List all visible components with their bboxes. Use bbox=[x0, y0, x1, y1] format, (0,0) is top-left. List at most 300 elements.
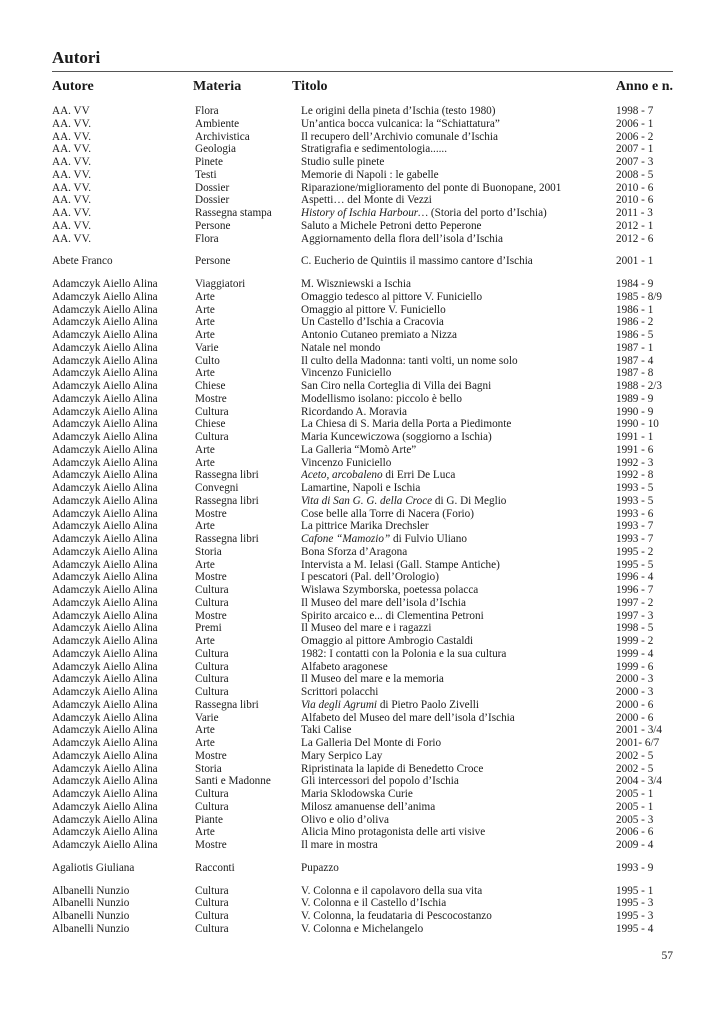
cell-anno: 1993 - 7 bbox=[616, 520, 654, 533]
table-row bbox=[52, 571, 673, 584]
cell-anno: 1993 - 6 bbox=[616, 507, 654, 520]
cell-titolo: Antonio Cutaneo premiato a Nizza bbox=[301, 329, 457, 341]
cell-anno: 2001 - 1 bbox=[616, 255, 654, 268]
cell-autore: Adamczyk Aiello Alina bbox=[52, 596, 158, 609]
cell-autore: AA. VV. bbox=[52, 156, 92, 168]
cell-titolo: Ricordando A. Moravia bbox=[301, 405, 407, 418]
cell-autore: Adamczyk Aiello Alina bbox=[52, 711, 158, 724]
table-row bbox=[52, 367, 673, 380]
table-row bbox=[52, 775, 673, 788]
cell-anno: 1998 - 5 bbox=[616, 622, 654, 635]
cell-autore: Adamczyk Aiello Alina bbox=[52, 558, 158, 571]
cell-anno: 1999 - 2 bbox=[616, 635, 654, 647]
table-row bbox=[52, 393, 673, 406]
cell-autore: AA. VV. bbox=[52, 168, 92, 181]
cell-anno: 1987 - 4 bbox=[616, 354, 654, 367]
cell-titolo: Il Museo del mare e i ragazzi bbox=[301, 622, 432, 635]
cell-materia: Flora bbox=[195, 232, 219, 245]
cell-materia: Rassegna libri bbox=[195, 469, 259, 482]
cell-autore: Adamczyk Aiello Alina bbox=[52, 571, 158, 584]
cell-anno: 1990 - 10 bbox=[616, 418, 659, 431]
table-row bbox=[52, 457, 673, 470]
cell-autore: Adamczyk Aiello Alina bbox=[52, 303, 158, 316]
cell-materia: Rassegna stampa bbox=[195, 207, 272, 219]
cell-materia: Storia bbox=[195, 762, 222, 775]
cell-materia: Arte bbox=[195, 303, 215, 316]
cell-titolo: Il culto della Madonna: tanti volti, un nome solo bbox=[301, 354, 518, 367]
cell-anno: 1999 - 6 bbox=[616, 660, 654, 673]
table-row bbox=[52, 233, 673, 246]
table-row bbox=[52, 482, 673, 495]
cell-materia: Arte bbox=[195, 520, 215, 533]
table-row bbox=[52, 143, 673, 156]
table-row bbox=[52, 584, 673, 597]
cell-titolo: Omaggio al pittore V. Funiciello bbox=[301, 303, 446, 316]
table-row bbox=[52, 304, 673, 317]
cell-autore: Adamczyk Aiello Alina bbox=[52, 673, 158, 686]
cell-anno: 1992 - 8 bbox=[616, 469, 654, 482]
cell-autore: Adamczyk Aiello Alina bbox=[52, 686, 158, 698]
cell-titolo: Olivo e olio d’oliva bbox=[301, 813, 389, 826]
cell-anno: 1991 - 6 bbox=[616, 443, 654, 456]
cell-anno: 2005 - 3 bbox=[616, 813, 654, 826]
cell-materia: Mostre bbox=[195, 571, 227, 584]
cell-titolo: C. Eucherio de Quintiis il massimo cantore d’Ischia bbox=[301, 255, 533, 268]
cell-anno: 1995 - 5 bbox=[616, 558, 654, 571]
cell-materia: Mostre bbox=[195, 609, 227, 622]
cell-autore: Adamczyk Aiello Alina bbox=[52, 482, 158, 494]
cell-titolo-italic: Via degli Agrumi bbox=[301, 698, 378, 711]
cell-autore: Adamczyk Aiello Alina bbox=[52, 762, 158, 775]
cell-materia: Testi bbox=[195, 168, 217, 181]
cell-titolo-rest: di Pietro Paolo Zivelli bbox=[377, 698, 479, 711]
cell-anno: 1995 - 4 bbox=[616, 922, 654, 935]
cell-anno: 2006 - 6 bbox=[616, 826, 654, 839]
table-row bbox=[52, 105, 673, 118]
cell-materia: Cultura bbox=[195, 922, 229, 935]
table-row bbox=[52, 508, 673, 521]
table-row bbox=[52, 724, 673, 737]
table-row bbox=[52, 610, 673, 623]
header-materia: Materia bbox=[193, 79, 242, 94]
table-row bbox=[52, 291, 673, 304]
cell-autore: Adamczyk Aiello Alina bbox=[52, 724, 158, 737]
table-row bbox=[52, 418, 673, 431]
table-row bbox=[52, 737, 673, 750]
cell-titolo bbox=[301, 533, 611, 546]
cell-anno: 1988 - 2/3 bbox=[616, 380, 662, 392]
cell-anno: 1999 - 4 bbox=[616, 647, 654, 660]
title-divider bbox=[52, 71, 673, 72]
cell-anno: 2000 - 6 bbox=[616, 711, 654, 724]
table-row bbox=[52, 885, 673, 898]
cell-autore: AA. VV. bbox=[52, 130, 92, 143]
cell-materia: Cultura bbox=[195, 660, 229, 673]
table-row bbox=[52, 897, 673, 910]
cell-anno: 1985 - 8/9 bbox=[616, 290, 662, 303]
author-group bbox=[52, 105, 673, 245]
table-row bbox=[52, 469, 673, 482]
cell-anno: 1993 - 5 bbox=[616, 494, 654, 507]
cell-materia: Geologia bbox=[195, 143, 237, 156]
cell-autore: Adamczyk Aiello Alina bbox=[52, 749, 158, 762]
cell-materia: Archivistica bbox=[195, 130, 250, 143]
cell-autore: Adamczyk Aiello Alina bbox=[52, 545, 158, 558]
cell-anno: 2010 - 6 bbox=[616, 194, 654, 207]
cell-materia: Arte bbox=[195, 826, 215, 839]
cell-materia: Cultura bbox=[195, 405, 229, 418]
cell-titolo: Studio sulle pinete bbox=[301, 156, 385, 168]
cell-anno: 1984 - 9 bbox=[616, 278, 654, 290]
cell-autore: Adamczyk Aiello Alina bbox=[52, 584, 158, 596]
table-row bbox=[52, 910, 673, 923]
cell-titolo: Stratigrafia e sedimentologia...... bbox=[301, 143, 448, 156]
cell-materia: Arte bbox=[195, 316, 215, 329]
cell-anno: 1995 - 2 bbox=[616, 545, 654, 558]
cell-autore: Adamczyk Aiello Alina bbox=[52, 647, 158, 660]
cell-anno: 1987 - 8 bbox=[616, 367, 654, 380]
cell-autore: Albanelli Nunzio bbox=[52, 922, 130, 935]
cell-titolo: Un’antica bocca vulcanica: la “Schiattatura” bbox=[301, 117, 500, 130]
author-group bbox=[52, 862, 673, 875]
table-row bbox=[52, 342, 673, 355]
cell-anno: 2010 - 6 bbox=[616, 181, 654, 194]
cell-materia: Arte bbox=[195, 635, 215, 647]
table-row bbox=[52, 220, 673, 233]
table-row bbox=[52, 788, 673, 801]
header-anno: Anno e n. bbox=[615, 79, 673, 94]
cell-titolo: Il Museo del mare e la memoria bbox=[301, 673, 444, 686]
cell-autore: Adamczyk Aiello Alina bbox=[52, 839, 158, 851]
cell-materia: Cultura bbox=[195, 673, 229, 686]
page-title: Autori bbox=[52, 48, 101, 67]
table-row bbox=[52, 380, 673, 393]
cell-materia: Arte bbox=[195, 558, 215, 571]
cell-materia: Pinete bbox=[195, 156, 223, 168]
cell-titolo: Mary Serpico Lay bbox=[301, 749, 383, 762]
cell-autore: Adamczyk Aiello Alina bbox=[52, 775, 158, 788]
cell-autore: Adamczyk Aiello Alina bbox=[52, 788, 158, 800]
cell-titolo-rest: di Fulvio Uliano bbox=[390, 533, 467, 545]
cell-materia: Culto bbox=[195, 354, 220, 367]
cell-anno: 1995 - 3 bbox=[616, 910, 654, 922]
cell-autore: Adamczyk Aiello Alina bbox=[52, 354, 158, 367]
cell-titolo: Milosz amanuense dell’anima bbox=[301, 800, 436, 813]
cell-materia: Dossier bbox=[195, 181, 230, 194]
cell-titolo: Il Museo del mare dell’isola d’Ischia bbox=[301, 596, 466, 609]
cell-anno: 2002 - 5 bbox=[616, 762, 654, 775]
table-row bbox=[52, 559, 673, 572]
cell-anno: 1996 - 4 bbox=[616, 571, 654, 584]
cell-titolo: Spirito arcaico e... di Clementina Petroni bbox=[301, 609, 484, 622]
cell-anno: 1993 - 5 bbox=[616, 482, 654, 494]
cell-anno: 1986 - 2 bbox=[616, 316, 654, 329]
table-row bbox=[52, 182, 673, 195]
author-group bbox=[52, 885, 673, 936]
cell-anno: 1993 - 9 bbox=[616, 861, 654, 874]
cell-materia: Cultura bbox=[195, 910, 229, 922]
cell-titolo: Vincenzo Funiciello bbox=[301, 367, 392, 380]
cell-materia: Cultura bbox=[195, 596, 229, 609]
cell-titolo: La Chiesa di S. Maria della Porta a Piedimonte bbox=[301, 418, 512, 431]
cell-autore: Albanelli Nunzio bbox=[52, 910, 130, 922]
cell-materia: Dossier bbox=[195, 194, 230, 207]
cell-titolo: M. Wiszniewski a Ischia bbox=[301, 278, 411, 290]
cell-materia: Cultura bbox=[195, 897, 229, 910]
cell-materia: Mostre bbox=[195, 749, 227, 762]
table-row bbox=[52, 923, 673, 936]
cell-anno: 2000 - 3 bbox=[616, 673, 654, 686]
cell-titolo: Cose belle alla Torre di Nacera (Forio) bbox=[301, 507, 474, 520]
cell-materia: Mostre bbox=[195, 507, 227, 520]
table-row bbox=[52, 156, 673, 169]
header-titolo: Titolo bbox=[292, 79, 328, 94]
table-row bbox=[52, 118, 673, 131]
table-row bbox=[52, 763, 673, 776]
cell-autore: Adamczyk Aiello Alina bbox=[52, 622, 158, 635]
cell-anno: 1997 - 2 bbox=[616, 596, 654, 609]
table-row bbox=[52, 431, 673, 444]
cell-materia: Varie bbox=[195, 341, 219, 354]
table-row bbox=[52, 194, 673, 207]
cell-titolo: Omaggio al pittore Ambrogio Castaldi bbox=[301, 635, 474, 647]
cell-autore: Adamczyk Aiello Alina bbox=[52, 737, 158, 749]
cell-materia: Arte bbox=[195, 443, 215, 456]
cell-titolo: Natale nel mondo bbox=[301, 341, 381, 354]
cell-titolo: Riparazione/miglioramento del ponte di Buonopane, 2001 bbox=[301, 181, 562, 194]
cell-anno: 1995 - 3 bbox=[616, 897, 654, 910]
cell-titolo-italic: Cafone “Mamozio” bbox=[301, 533, 391, 545]
cell-autore: Adamczyk Aiello Alina bbox=[52, 380, 158, 392]
cell-materia: Chiese bbox=[195, 380, 226, 392]
table-header bbox=[52, 79, 673, 97]
table-row bbox=[52, 546, 673, 559]
cell-titolo: Modellismo isolano: piccolo è bello bbox=[301, 392, 462, 405]
cell-materia: Arte bbox=[195, 456, 215, 469]
cell-anno: 2004 - 3/4 bbox=[616, 775, 662, 788]
cell-anno: 1997 - 3 bbox=[616, 609, 654, 622]
cell-titolo: Vincenzo Funiciello bbox=[301, 456, 392, 469]
cell-autore: Adamczyk Aiello Alina bbox=[52, 813, 158, 826]
cell-anno: 1993 - 7 bbox=[616, 533, 654, 545]
page-number: 57 bbox=[661, 950, 673, 962]
cell-materia: Racconti bbox=[195, 861, 235, 874]
cell-anno: 2009 - 4 bbox=[616, 839, 654, 851]
cell-titolo: Aspetti… del Monte di Vezzi bbox=[301, 194, 432, 207]
cell-materia: Arte bbox=[195, 367, 215, 380]
cell-materia: Cultura bbox=[195, 584, 229, 596]
cell-materia: Cultura bbox=[195, 686, 229, 698]
table-row bbox=[52, 814, 673, 827]
author-group bbox=[52, 255, 673, 268]
cell-autore: Adamczyk Aiello Alina bbox=[52, 660, 158, 673]
cell-autore: Adamczyk Aiello Alina bbox=[52, 341, 158, 354]
table-row bbox=[52, 661, 673, 674]
cell-autore: AA. VV. bbox=[52, 232, 92, 245]
cell-titolo: Maria Kuncewiczowa (soggiorno a Ischia) bbox=[301, 431, 492, 443]
table-row bbox=[52, 520, 673, 533]
cell-autore: Adamczyk Aiello Alina bbox=[52, 431, 158, 443]
cell-titolo-rest: di G. Di Meglio bbox=[432, 494, 507, 507]
cell-titolo bbox=[301, 469, 611, 482]
cell-titolo bbox=[301, 495, 611, 508]
cell-anno: 2007 - 3 bbox=[616, 156, 654, 168]
cell-anno: 2000 - 6 bbox=[616, 698, 654, 711]
cell-materia: Rassegna libri bbox=[195, 698, 259, 711]
cell-anno: 1990 - 9 bbox=[616, 405, 654, 418]
cell-anno: 2006 - 1 bbox=[616, 117, 654, 130]
cell-titolo bbox=[301, 699, 611, 712]
cell-autore: Albanelli Nunzio bbox=[52, 897, 130, 910]
cell-materia: Arte bbox=[195, 329, 215, 341]
cell-materia: Rassegna libri bbox=[195, 533, 259, 545]
cell-titolo: 1982: I contatti con la Polonia e la sua cultura bbox=[301, 647, 507, 660]
cell-anno: 2000 - 3 bbox=[616, 686, 654, 698]
table-row bbox=[52, 406, 673, 419]
cell-titolo: Taki Calise bbox=[301, 724, 352, 737]
table-row bbox=[52, 533, 673, 546]
table-row bbox=[52, 712, 673, 725]
table-row bbox=[52, 673, 673, 686]
cell-autore: AA. VV. bbox=[52, 219, 92, 232]
cell-anno: 2012 - 6 bbox=[616, 232, 654, 245]
cell-materia: Storia bbox=[195, 545, 222, 558]
cell-materia: Arte bbox=[195, 290, 215, 303]
cell-materia: Cultura bbox=[195, 431, 229, 443]
cell-materia: Santi e Madonne bbox=[195, 775, 271, 788]
cell-anno: 1998 - 7 bbox=[616, 105, 654, 117]
cell-anno: 2002 - 5 bbox=[616, 749, 654, 762]
table-row bbox=[52, 826, 673, 839]
table-row bbox=[52, 750, 673, 763]
cell-autore: AA. VV. bbox=[52, 143, 92, 156]
cell-autore: AA. VV bbox=[52, 105, 90, 117]
cell-autore: Adamczyk Aiello Alina bbox=[52, 800, 158, 813]
cell-titolo: San Ciro nella Corteglia di Villa dei Bagni bbox=[301, 380, 492, 392]
cell-titolo: Alfabeto aragonese bbox=[301, 660, 388, 673]
cell-autore: Adamczyk Aiello Alina bbox=[52, 456, 158, 469]
cell-titolo: Intervista a M. Ielasi (Gall. Stampe Antiche) bbox=[301, 558, 500, 571]
cell-anno: 1991 - 1 bbox=[616, 431, 654, 443]
cell-autore: AA. VV. bbox=[52, 194, 92, 207]
cell-materia: Persone bbox=[195, 219, 231, 232]
cell-titolo: La Galleria Del Monte di Forio bbox=[301, 737, 442, 749]
table-row bbox=[52, 686, 673, 699]
table-row bbox=[52, 648, 673, 661]
cell-titolo-italic: Aceto, arcobaleno bbox=[301, 469, 383, 482]
table-row bbox=[52, 862, 673, 875]
cell-autore: AA. VV. bbox=[52, 117, 92, 130]
cell-titolo: Pupazzo bbox=[301, 861, 339, 874]
cell-titolo: V. Colonna e il Castello d’Ischia bbox=[301, 897, 447, 910]
table-row bbox=[52, 839, 673, 852]
table-row bbox=[52, 444, 673, 457]
cell-autore: Adamczyk Aiello Alina bbox=[52, 635, 158, 647]
cell-autore: Adamczyk Aiello Alina bbox=[52, 405, 158, 418]
cell-materia: Persone bbox=[195, 255, 231, 268]
table-row bbox=[52, 131, 673, 144]
cell-materia: Cultura bbox=[195, 647, 229, 660]
cell-materia: Ambiente bbox=[195, 117, 240, 130]
cell-anno: 2005 - 1 bbox=[616, 800, 654, 813]
cell-titolo: Ripristinata la lapide di Benedetto Croce bbox=[301, 762, 484, 775]
cell-materia: Arte bbox=[195, 737, 215, 749]
cell-anno: 1987 - 1 bbox=[616, 341, 654, 354]
cell-titolo: V. Colonna e Michelangelo bbox=[301, 922, 424, 935]
cell-anno: 2011 - 3 bbox=[616, 207, 653, 219]
cell-autore: Adamczyk Aiello Alina bbox=[52, 494, 158, 507]
cell-materia: Viaggiatori bbox=[195, 278, 246, 290]
cell-titolo: V. Colonna e il capolavoro della sua vita bbox=[301, 884, 483, 897]
cell-autore: Adamczyk Aiello Alina bbox=[52, 329, 158, 341]
cell-titolo-rest: di Erri De Luca bbox=[382, 469, 456, 482]
table-row bbox=[52, 622, 673, 635]
cell-autore: Adamczyk Aiello Alina bbox=[52, 520, 158, 533]
table-row bbox=[52, 635, 673, 648]
cell-titolo: Il mare in mostra bbox=[301, 839, 378, 851]
cell-autore: Adamczyk Aiello Alina bbox=[52, 443, 158, 456]
cell-anno: 1995 - 1 bbox=[616, 884, 654, 897]
cell-materia: Piante bbox=[195, 813, 223, 826]
cell-titolo: Il recupero dell’Archivio comunale d’Ischia bbox=[301, 130, 498, 143]
table-row bbox=[52, 495, 673, 508]
cell-autore: Adamczyk Aiello Alina bbox=[52, 367, 158, 380]
cell-titolo: V. Colonna, la feudataria di Pescocostanzo bbox=[301, 910, 492, 922]
cell-autore: Adamczyk Aiello Alina bbox=[52, 826, 158, 839]
cell-titolo: La Galleria “Momò Arte” bbox=[301, 443, 417, 456]
cell-autore: AA. VV. bbox=[52, 181, 92, 194]
cell-titolo: Un Castello d’Ischia a Cracovia bbox=[301, 316, 444, 329]
cell-titolo: Alfabeto del Museo del mare dell’isola d’Ischia bbox=[301, 711, 515, 724]
cell-autore: Adamczyk Aiello Alina bbox=[52, 290, 158, 303]
table-row bbox=[52, 329, 673, 342]
cell-titolo-italic: History of Ischia Harbour… bbox=[301, 207, 429, 219]
table-row bbox=[52, 801, 673, 814]
cell-titolo: Bona Sforza d’Aragona bbox=[301, 545, 408, 558]
cell-materia: Rassegna libri bbox=[195, 494, 259, 507]
cell-anno: 2005 - 1 bbox=[616, 788, 654, 800]
table-row bbox=[52, 255, 673, 268]
cell-autore: Adamczyk Aiello Alina bbox=[52, 609, 158, 622]
cell-anno: 1989 - 9 bbox=[616, 392, 654, 405]
cell-materia: Chiese bbox=[195, 418, 226, 431]
cell-materia: Flora bbox=[195, 105, 219, 117]
cell-materia: Mostre bbox=[195, 392, 227, 405]
cell-materia: Arte bbox=[195, 724, 215, 737]
table-row bbox=[52, 207, 673, 220]
cell-autore: Adamczyk Aiello Alina bbox=[52, 507, 158, 520]
cell-materia: Cultura bbox=[195, 884, 229, 897]
cell-titolo: La pittrice Marika Drechsler bbox=[301, 520, 429, 533]
cell-anno: 2001 - 3/4 bbox=[616, 724, 662, 737]
authors-table bbox=[52, 105, 673, 946]
cell-titolo: Lamartine, Napoli e Ischia bbox=[301, 482, 421, 494]
cell-titolo: Gli intercessori del popolo d’Ischia bbox=[301, 775, 459, 788]
cell-titolo-rest: (Storia del porto d’Ischia) bbox=[428, 207, 547, 219]
cell-autore: Adamczyk Aiello Alina bbox=[52, 533, 158, 545]
cell-titolo: Saluto a Michele Petroni detto Peperone bbox=[301, 219, 482, 232]
cell-autore: Abete Franco bbox=[52, 255, 113, 268]
cell-autore: Adamczyk Aiello Alina bbox=[52, 698, 158, 711]
cell-autore: Albanelli Nunzio bbox=[52, 884, 130, 897]
cell-autore: Adamczyk Aiello Alina bbox=[52, 316, 158, 329]
cell-anno: 1996 - 7 bbox=[616, 584, 654, 596]
cell-materia: Premi bbox=[195, 622, 222, 635]
cell-anno: 2001- 6/7 bbox=[616, 737, 660, 749]
table-row bbox=[52, 316, 673, 329]
author-group bbox=[52, 278, 673, 852]
cell-titolo-italic: Vita di San G. G. della Croce bbox=[301, 494, 433, 507]
